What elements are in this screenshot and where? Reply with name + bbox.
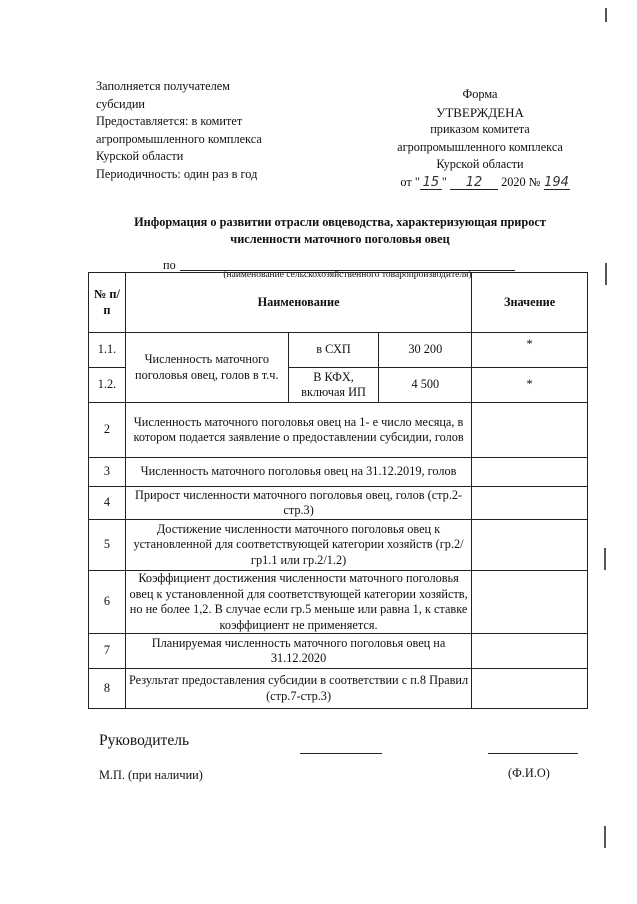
row-value[interactable] xyxy=(472,458,588,487)
date-prefix: от " xyxy=(400,174,420,189)
table-row xyxy=(89,458,588,487)
manager-label: Руководитель xyxy=(99,732,190,749)
row-amount: 4 500 xyxy=(379,368,472,403)
stamp-label: М.П. (при наличии) xyxy=(99,768,203,782)
row-name: Прирост численности маточного поголовья овец, голов (стр.2-стр.3) xyxy=(125,487,471,520)
approval-block xyxy=(380,86,580,192)
table-row xyxy=(89,571,588,634)
row-value[interactable] xyxy=(472,669,588,709)
date-mid: " xyxy=(441,174,447,189)
order-label: приказом комитета xyxy=(430,122,530,137)
row-amount: 30 200 xyxy=(379,333,472,368)
table-row xyxy=(89,333,588,368)
row-1-shared-label: Численность маточного поголовья овец, голов в т.ч. xyxy=(125,333,288,403)
row-value[interactable] xyxy=(472,403,588,458)
table-row xyxy=(89,403,588,458)
row-num: 8 xyxy=(89,669,126,709)
left-header-line: субсидии xyxy=(96,96,145,111)
scan-mark xyxy=(604,548,606,570)
recipient-info xyxy=(96,78,262,184)
table-row xyxy=(89,487,588,520)
table-row xyxy=(89,634,588,669)
title-line-2: численности маточного поголовья овец xyxy=(230,232,450,246)
row-num: 5 xyxy=(89,520,126,571)
row-value[interactable]: * xyxy=(472,333,588,368)
row-name: Численность маточного поголовья овец на 31.12.2019, голов xyxy=(125,458,471,487)
date-month: 12 xyxy=(450,176,498,190)
scan-mark xyxy=(604,826,606,848)
row-value[interactable] xyxy=(472,487,588,520)
row-sub-label: В КФХ, включая ИП xyxy=(288,368,379,403)
row-name: Планируемая численность маточного поголовья овец на 31.12.2020 xyxy=(125,634,471,669)
order-number: 194 xyxy=(544,174,569,190)
title-line-1: Информация о развитии отрасли овцеводства, характеризующая прирост xyxy=(134,215,546,229)
row-value[interactable]: * xyxy=(472,368,588,403)
date-day: 15 xyxy=(420,176,442,190)
committee-label: агропромышленного комплекса xyxy=(397,139,563,154)
row-num: 6 xyxy=(89,571,126,634)
row-num: 4 xyxy=(89,487,126,520)
row-num: 2 xyxy=(89,403,126,458)
producer-name-caption: (наименование сельскохозяйственного товаропроизводителя) xyxy=(223,270,472,280)
row-name: Достижение численности маточного поголовья овец к установленной для соответствующей категории хозяйств (гр.2/гр1.1 или гр.2/1.2) xyxy=(125,520,471,571)
left-header-line: Периодичность: один раз в год xyxy=(96,166,258,181)
row-name: Коэффициент достижения численности маточного поголовья овец к установленной для соответствующей категории хозяйств, но не более 1,2. В случае если гр.5 меньше или равна 1, к ставке коэффициент не применяется. xyxy=(125,571,471,634)
approved-label: УТВЕРЖДЕНА xyxy=(436,104,524,120)
order-date-line xyxy=(390,174,580,192)
date-year: 2020 № xyxy=(501,174,541,189)
row-num: 1.1. xyxy=(89,333,126,368)
row-num: 3 xyxy=(89,458,126,487)
document-title xyxy=(60,214,620,248)
row-name: Результат предоставления субсидии в соответствии с п.8 Правил (стр.7-стр.3) xyxy=(125,669,471,709)
row-num: 7 xyxy=(89,634,126,669)
row-num: 1.2. xyxy=(89,368,126,403)
left-header-line: Курской области xyxy=(96,149,184,164)
header-value: Значение xyxy=(472,273,588,333)
row-sub-label: в СХП xyxy=(288,333,379,368)
header-name: Наименование xyxy=(125,273,471,333)
fio-label: (Ф.И.О) xyxy=(508,766,550,780)
form-label: Форма xyxy=(462,87,498,101)
header-num: № п/п xyxy=(89,273,126,333)
table-row xyxy=(89,669,588,709)
row-value[interactable] xyxy=(472,571,588,634)
info-table xyxy=(88,272,588,709)
scan-mark xyxy=(605,8,607,22)
left-header-line: агропромышленного комплекса xyxy=(96,131,262,146)
row-value[interactable] xyxy=(472,634,588,669)
row-name: Численность маточного поголовья овец на 1- е число месяца, в котором подается заявление о предоставлении субсидии, голов xyxy=(125,403,471,458)
table-header-row xyxy=(89,273,588,333)
fio-field[interactable] xyxy=(488,753,578,754)
row-value[interactable] xyxy=(472,520,588,571)
region-label: Курской области xyxy=(436,157,524,172)
left-header-line: Заполняется получателем xyxy=(96,79,230,93)
scan-mark xyxy=(605,263,607,285)
signature-field[interactable] xyxy=(300,753,382,754)
left-header-line: Предоставляется: в комитет xyxy=(96,114,243,129)
po-label: по xyxy=(163,258,176,272)
table-row xyxy=(89,520,588,571)
